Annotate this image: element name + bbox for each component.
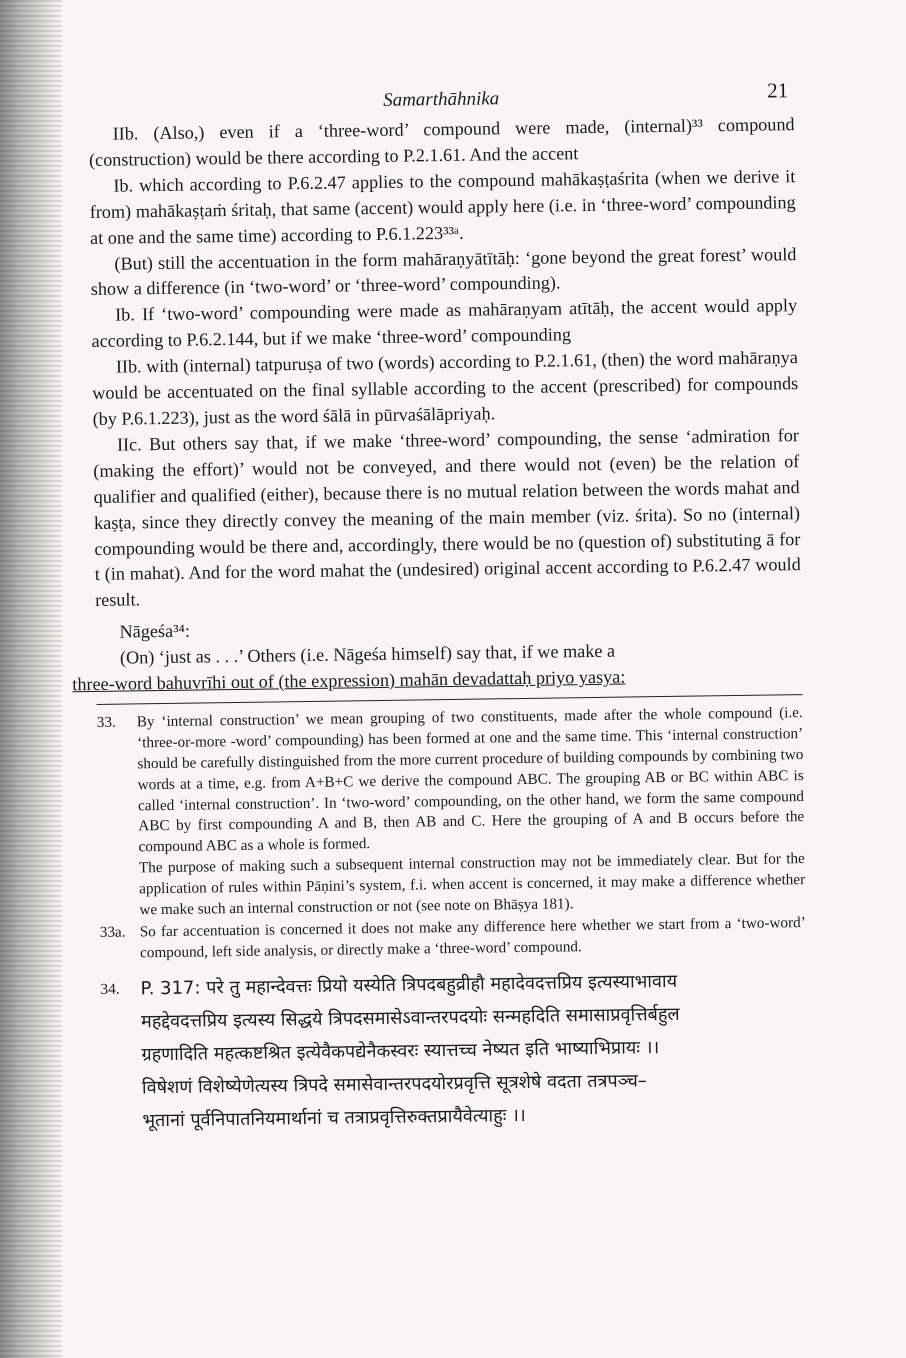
devanagari-line: महद्देवदत्तप्रिय इत्यस्य सिद्धये त्रिपदसमासेऽवान्तरपदयोः सन्महदिति समासाप्रवृत्तिर्बहुल xyxy=(140,1003,680,1033)
running-title: Samarthāhnika xyxy=(382,88,500,111)
footnote-paragraph: By ‘internal construction’ we mean grouping of two constituents, made after the whole compound (i.e. ‘three-or-more -word’ compounding) has been formed at one and the same time. This ‘internal construction’ should be carefully distinguished from the more current procedure of building compounds by combining two words at a time, e.g. from A+B+C we derive the compound ABC. The grouping AB or BC within ABC is called ‘internal construction’. In ‘two-word’ compounding, on the other hand, we form the same compound ABC by first compounding A and B, then AB and C. Here the grouping of A and B occurs before the compound ABC as a whole is formed. xyxy=(136,704,805,856)
book-spine-shadow xyxy=(0,0,62,1358)
devanagari-line: P. 317: परे तु महान्देवत्तः प्रियो यस्येति त्रिपदबहुव्रीहौ महादेवदत्तप्रिय इत्यस्याभावाय xyxy=(140,970,678,1000)
footnote-paragraph: The purpose of making such a subsequent internal construction may not be immediately clear. But for the application of rules within Pāṇini’s system, f.i. when accent is concerned, it may make a difference whether we make such an internal construction or not (see note on Bhāṣya 181). xyxy=(138,850,806,919)
devanagari-line: भूतानां पूर्वनिपातनियमार्थानां च तत्राप्रवृत्तिरुक्तप्रायैवेत्याहुः ।। xyxy=(142,1104,526,1132)
footnote-body xyxy=(140,913,807,964)
nagesa-heading: Nāgeśa³⁴: xyxy=(119,620,191,642)
page xyxy=(72,78,811,1328)
paragraph-nagesa xyxy=(72,636,803,698)
paragraph-nagesa-line1: (On) ‘just as . . .’ Others (i.e. Nāgeśa himself) say that, if we make a xyxy=(119,640,616,668)
footnote-paragraph: So far accentuation is concerned it does not make any difference here whether we start from a ‘two-word’ compound, left side analysis, or directly make a ‘three-word’ compound. xyxy=(139,914,806,962)
paragraph-Ib-two-word: Ib. If ‘two-word’ compounding were made as mahāraṇyam atītāḥ, the accent would apply according to P.6.2.144, but if we make ‘three-word’ compounding xyxy=(91,295,798,352)
footnote-34 xyxy=(100,963,808,1138)
paragraph-Ib: Ib. which according to P.6.2.47 applies to the compound mahākaṣṭaśrita (when we derive it from) mahākaṣṭaṁ śritaḥ, that same (accent) would apply here (i.e. in ‘three-word’ compounding at one and the same time) according to P.6.1.223³³ᵃ. xyxy=(89,165,796,248)
paragraph-but-still: (But) still the accentuation in the form mahāraṇyātītāḥ: ‘gone beyond the great forest’ would show a difference (in ‘two-word’ or ‘three-word’ compounding). xyxy=(90,243,797,300)
footnote-body xyxy=(137,703,806,921)
footnotes xyxy=(97,703,809,1138)
footnote-33a xyxy=(100,913,807,965)
paragraph-IIb-tatpurusa: IIb. with (internal) tatpuruṣa of two (words) according to P.2.1.61, (then) the word mahāraṇya would be accentuated on the final syllable according to the accent (prescribed) for compounds (by P.6.1.223), just as the word śālā in pūrvaśālāpriyaḥ. xyxy=(92,347,799,429)
main-text xyxy=(72,112,802,698)
footnote-number: 34. xyxy=(100,980,120,998)
devanagari-line: विषेशणं विशेष्येणेत्यस्य त्रिपदे समासेवान्तरपदयोरप्रवृत्ति सूत्रशेषे वदता तत्रपञ्च– xyxy=(141,1070,647,1099)
footnote-devanagari-body xyxy=(140,963,808,1137)
footnote-33 xyxy=(97,703,806,922)
footnote-number: 33. xyxy=(96,713,116,731)
paragraph-nagesa-line2: three-word bahuvrīhi out of (the expression) mahān devadattaḥ priyo yasya: xyxy=(72,666,626,695)
paragraph-IIb: IIb. (Also,) even if a ‘three-word’ compound were made, (internal)³³ compound (construction) would be there according to P.2.1.61. And the accent xyxy=(88,114,795,170)
page-number: 21 xyxy=(766,78,789,103)
devanagari-line: ग्रहणादिति महत्कष्टश्रित इत्येवैकपद्येनैकस्वरः स्यात्तच्च नेष्यत इति भाष्याभिप्रायः ।। xyxy=(141,1036,660,1066)
paragraph-IIc: IIc. But others say that, if we make ‘three-word’ compounding, the sense ‘admiration for (making the effort)’ would not be conveyed, and there would not (even) be the relation of qualifier and qualified (either), because there is no mutual relation between the words mahat and kaṣṭa, since they directly convey the meaning of the main member (viz. śrita). So no (internal) compounding would be there and, accordingly, there would be no (question of) substituting ā for t (in mahat). And for the word mahat the (undesired) original accent according to P.6.2.47 would result. xyxy=(93,424,801,611)
footnote-number: 33a. xyxy=(99,923,126,941)
